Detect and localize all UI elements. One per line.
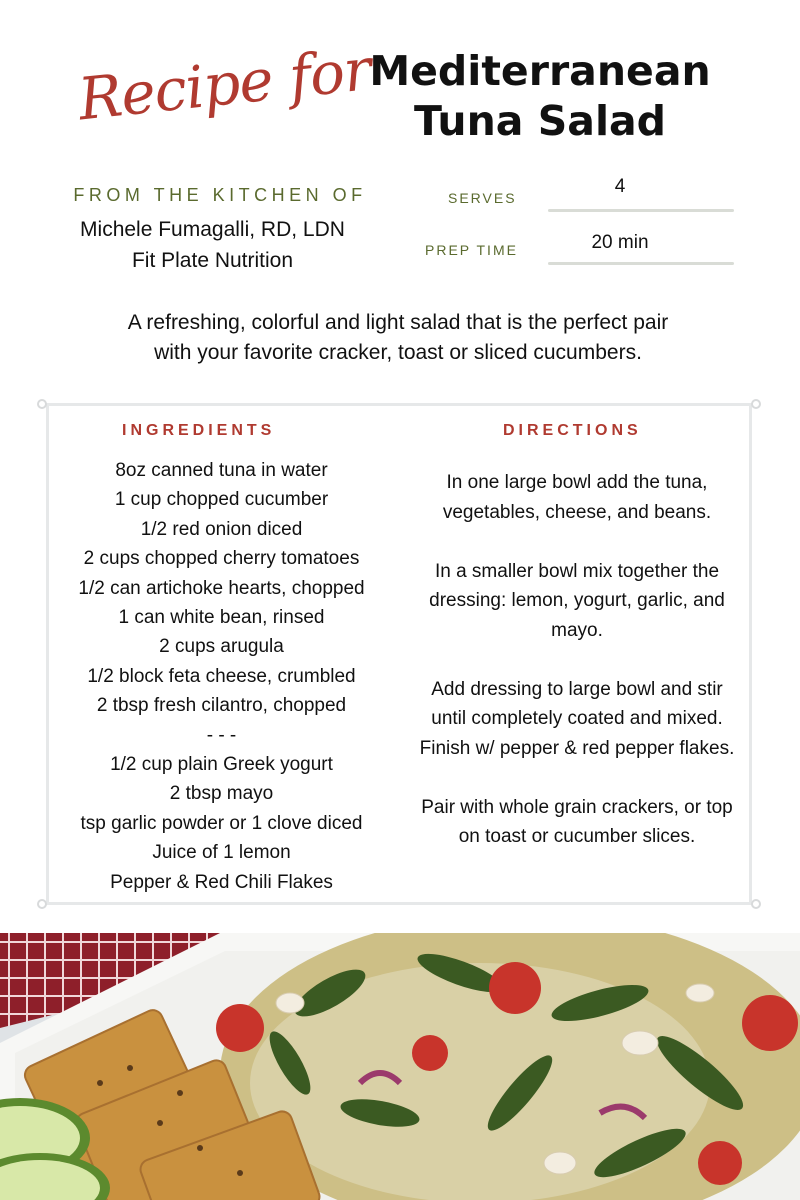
frame-corner-ornament	[751, 399, 761, 409]
ingredient-item: 8oz canned tuna in water	[115, 460, 328, 481]
ingredient-item: 2 tbsp mayo	[169, 783, 274, 805]
direction-step: Add dressing to large bowl and stir until completely coated and mixed. Finish w/ pepper & red pepper flakes.	[419, 678, 735, 759]
direction-step: Pair with whole grain crackers, or top on toast or cucumber slices.	[421, 796, 733, 847]
direction-step: In one large bowl add the tuna, vegetables, cheese, and beans.	[442, 472, 712, 523]
description-line1: A refreshing, colorful and light salad that is the perfect pair	[127, 311, 669, 334]
prep-time-value: 20 min	[591, 232, 649, 253]
recipe-title-line2: Tuna Salad	[413, 97, 667, 145]
author-name: Michele Fumagalli, RD, LDN	[80, 218, 345, 241]
ingredient-item: Juice of 1 lemon	[152, 842, 291, 864]
serves-label: SERVES	[448, 190, 517, 206]
ingredient-item: 2 tbsp fresh cilantro, chopped	[96, 695, 347, 717]
recipe-title-line1: Mediterranean	[369, 47, 711, 95]
serves-underline	[548, 209, 734, 212]
author-organization: Fit Plate Nutrition	[131, 249, 294, 272]
ingredient-item: 1/2 cup plain Greek yogurt	[110, 754, 333, 776]
author-block	[50, 214, 375, 276]
ingredient-item: 1/2 block feta cheese, crumbled	[87, 665, 356, 687]
frame-corner-ornament	[37, 399, 47, 409]
frame-corner-ornament	[751, 899, 761, 909]
ingredient-item: 1/2 can artichoke hearts, chopped	[78, 577, 365, 599]
recipe-for-script-title: Recipe for	[75, 35, 374, 134]
description-line2: with your favorite cracker, toast or sliced cucumbers.	[154, 341, 642, 364]
frame-corner-ornament	[37, 899, 47, 909]
from-kitchen-label: FROM THE KITCHEN OF	[73, 185, 367, 205]
ingredient-item: 1 cup chopped cucumber	[114, 489, 329, 511]
ingredients-heading: INGREDIENTS	[122, 422, 276, 439]
ingredient-separator: - - -	[206, 724, 237, 746]
ingredient-item: 1/2 red onion diced	[140, 518, 303, 540]
ingredient-item: 2 cups arugula	[159, 636, 284, 658]
ingredients-list	[55, 456, 388, 897]
serves-value: 4	[614, 176, 626, 197]
prep-time-underline	[548, 262, 734, 265]
direction-step: In a smaller bowl mix together the dressing: lemon, yogurt, garlic, and mayo.	[429, 560, 725, 641]
ingredient-item: tsp garlic powder or 1 clove diced	[80, 812, 363, 834]
ingredient-item: 2 cups chopped cherry tomatoes	[83, 548, 360, 570]
recipe-title	[360, 46, 720, 146]
directions-list	[412, 468, 742, 881]
recipe-description	[70, 308, 726, 368]
ingredient-item: 1 can white bean, rinsed	[118, 607, 325, 629]
prep-time-label: PREP TIME	[425, 242, 518, 258]
salad-photo	[0, 933, 800, 1200]
ingredient-item: Pepper & Red Chili Flakes	[110, 871, 333, 893]
directions-heading: DIRECTIONS	[503, 422, 642, 439]
